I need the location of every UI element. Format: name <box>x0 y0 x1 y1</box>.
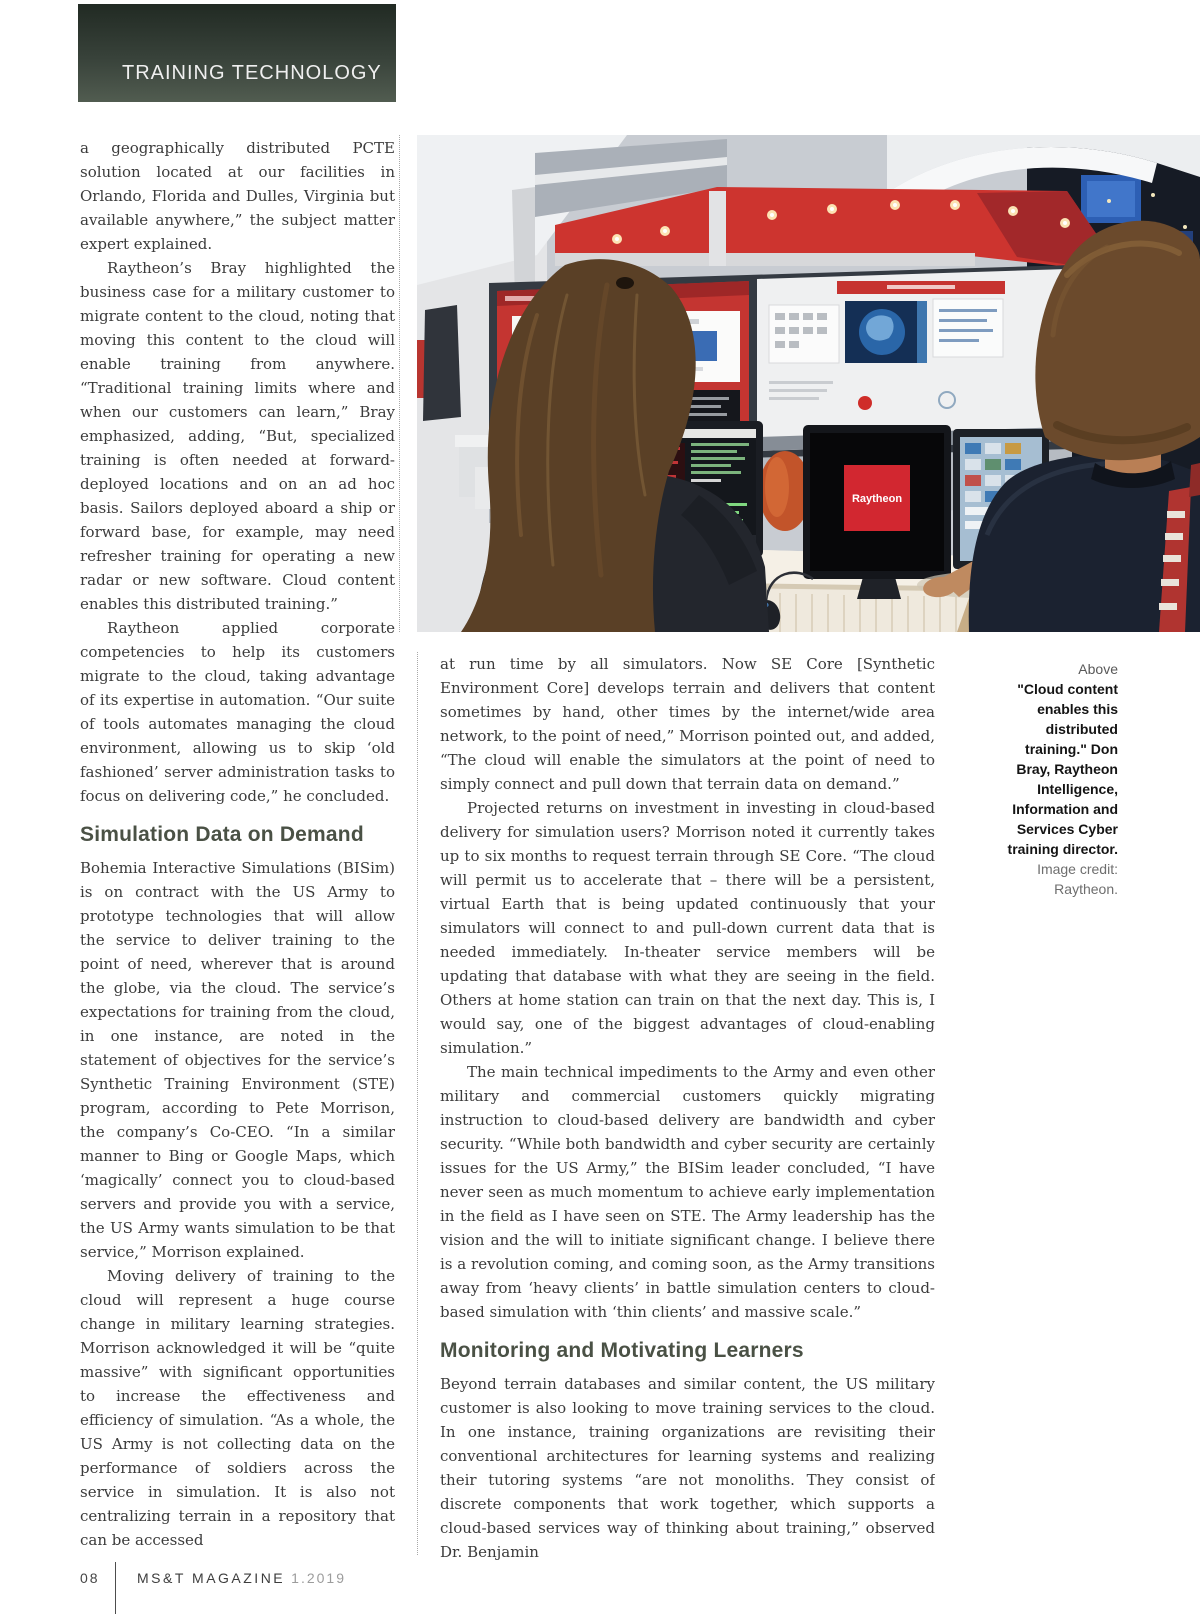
photo-caption <box>998 659 1118 899</box>
monitor-raytheon-logo: Raytheon <box>851 493 903 505</box>
article-column-2 <box>440 652 935 1567</box>
section-badge <box>78 4 396 102</box>
paragraph: at run time by all simulators. Now SE Core [Synthetic Environment Core] develops terrain and delivers that content sometimes by hand, other times by the internet/wide area network, to the point of need,” Morrison pointed out, and added, “The cloud will enable the simulators at the point of need to simply connect and pull down that terrain data on demand.” <box>440 655 935 793</box>
column-divider-bottom <box>417 652 418 1555</box>
raytheon-monitor <box>803 425 951 599</box>
issue-number: 1.2019 <box>291 1570 346 1586</box>
paragraph: Bohemia Interactive Simulations (BISim) is on contract with the US Army to prototype technologies that will allow the service to deliver training to the point of need, wherever that is around the globe, via the cloud. The service’s expectations for training from the cloud, in one instance, are noted in the statement of objectives for the service’s Synthetic Training Environment (STE) program, according to Pete Morrison, the company’s Co-CEO. “In a similar manner to Bing or Google Maps, which ‘magically’ connect you to cloud-based servers and provide you with a service, the US Army wants simulation to be that service,” Morrison explained. <box>80 859 395 1261</box>
caption-position-label: Above <box>1078 661 1118 677</box>
paragraph: a geographically distributed PCTE solution located at our facilities in Orlando, Florida and Dulles, Virginia but available anywhere,” the subject matter expert explained. <box>80 139 395 253</box>
section-label: TRAINING TECHNOLOGY <box>122 62 382 84</box>
paragraph: Moving delivery of training to the cloud will represent a huge course change in military learning strategies. Morrison acknowledged it will be “quite massive” with significant opportunities to increase the effectiveness and efficiency of simulation. “As a whole, the US Army is not collecting data on the performance of soldiers across the service in simulation. It is also not centralizing terrain in a repository that can be accessed <box>80 1267 395 1549</box>
booth-photo <box>417 135 1200 632</box>
paragraph: Beyond terrain databases and similar content, the US military customer is also looking to move training services to the cloud. In one instance, training organizations are revisiting their conventional architectures for learning systems and realizing their tutoring systems “are not monoliths. They consist of discrete components that work together, which supports a cloud-based services way of thinking about training,” observed Dr. Benjamin <box>440 1375 935 1561</box>
booth-photo-illustration <box>417 135 1200 632</box>
section-heading-monitoring-learners: Monitoring and Motivating Learners <box>440 1339 804 1362</box>
article-column-1 <box>80 136 395 1558</box>
paragraph: Raytheon’s Bray highlighted the business case for a military customer to migrate content to the cloud, noting that moving this content to the cloud will enable training from anywhere. “Traditional training limits where and when our customers can learn,” Bray emphasized, adding, “But, specialized training is often needed at forward-deployed locations and on an ad hoc basis. Sailors deployed aboard a ship or forward base, for example, may need refresher training for operating a new radar or new software. Cloud content enables this distributed training.” <box>80 259 395 613</box>
section-heading-simulation-data: Simulation Data on Demand <box>80 823 364 846</box>
caption-credit: Image credit: Raytheon. <box>1037 861 1118 897</box>
magazine-name: MS&T MAGAZINE <box>137 1570 286 1586</box>
caption-text: "Cloud content enables this distributed training." Don Bray, Raytheon Intelligence, Information and Services Cyber training director. <box>1007 681 1118 857</box>
column-divider-top <box>399 135 400 632</box>
paragraph: The main technical impediments to the Army and even other military and commercial customers quickly migrating instruction to cloud-based delivery are bandwidth and cyber security. “While both bandwidth and cyber security are certainly issues for the US Army,” the BISim leader concluded, “I have never seen as much momentum to achieve early implementation in the field as I have seen on STE. The Army leadership has the vision and the will to initiate significant change. I believe there is a revolution coming, and coming soon, as the Army transitions away from ‘heavy clients’ in battle simulation centers to cloud-based simulation with ‘thin clients’ and massive scale.” <box>440 1063 935 1321</box>
footer-divider <box>115 1562 116 1614</box>
paragraph: Projected returns on investment in investing in cloud-based delivery for simulation users? Morrison noted it currently takes up to six months to request terrain through SE Core. “The cloud will permit us to accelerate that – there will be a persistent, virtual Earth that is being updated continuously that your simulators will connect to and pull-down current data that is needed immediately. In-theater service members will be updating that database with what they are seeing in the field. Others at home station can train on that the next day. This is, I would say, one of the biggest advantages of cloud-enabling simulation.” <box>440 799 935 1057</box>
page-number: 08 <box>80 1570 100 1586</box>
paragraph: Raytheon applied corporate competencies to help its customers migrate to the cloud, taking advantage of its expertise in automation. “Our suite of tools automates managing the cloud environment, allowing us to skip ‘old fashioned’ server administration tasks to focus on delivering code,” he concluded. <box>80 619 395 805</box>
page-footer <box>0 1560 1200 1614</box>
